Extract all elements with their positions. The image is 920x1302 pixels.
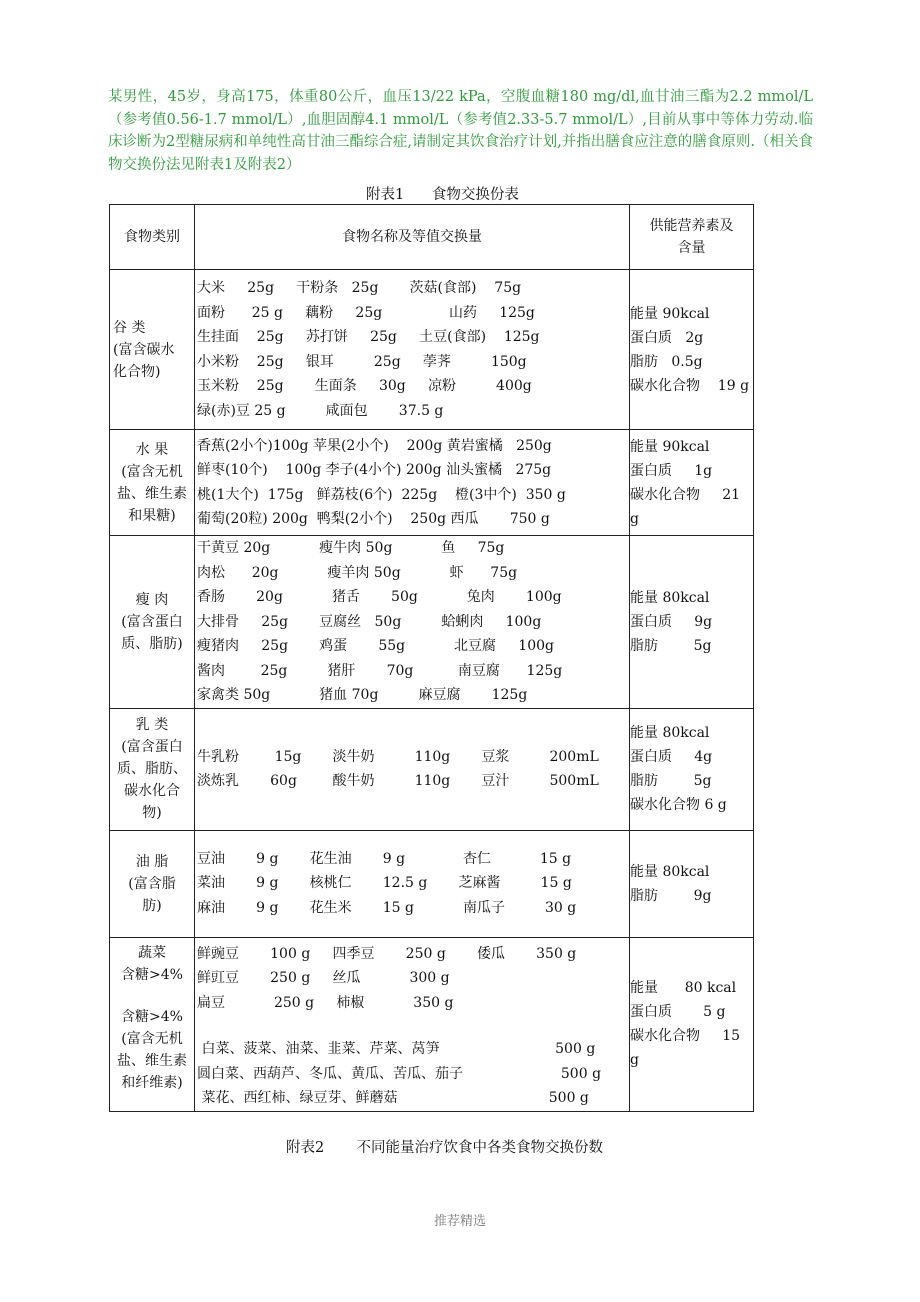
- category-line: 质、脂肪、: [117, 761, 187, 777]
- category-line: 含糖>4%: [121, 966, 183, 983]
- nutrients-cell: [630, 270, 754, 430]
- food-line: 白菜、菠菜、油菜、韭菜、芹菜、莴笋 500 g: [197, 1041, 596, 1057]
- table-row: [110, 830, 754, 937]
- foods-cell: [195, 708, 630, 830]
- foods-cell: [195, 536, 630, 709]
- header-nutrients: [630, 205, 754, 270]
- food-line: 葡萄(20粒) 200g 鸭梨(2小个) 250g 西瓜 750 g: [197, 511, 550, 527]
- food-line: 牛乳粉 15g 淡牛奶 110g 豆浆 200mL: [197, 748, 599, 765]
- food-line: 麻油 9 g 花生米 15 g 南瓜子 30 g: [197, 899, 577, 916]
- food-line: 菜油 9 g 核桃仁 12.5 g 芝麻酱 15 g: [197, 875, 572, 892]
- table-header-row: [110, 205, 754, 270]
- category-line: 谷 类: [113, 319, 146, 336]
- category-line: 盐、维生素: [117, 485, 187, 502]
- category-line: 物): [142, 805, 162, 821]
- category-cell: [110, 830, 195, 937]
- table2-caption: 附表2 不同能量治疗饮食中各类食物交换份数: [286, 1140, 603, 1156]
- category-line: 碳水化合: [124, 783, 180, 799]
- nutrient-line: 脂肪 5g: [630, 637, 712, 654]
- nutrient-line: 碳水化合物 6 g: [630, 797, 727, 813]
- food-line: 酱肉 25g 猪肝 70g 南豆腐 125g: [197, 662, 563, 679]
- table-row: [110, 536, 754, 709]
- category-line: 盐、维生素: [117, 1052, 187, 1069]
- nutrients-cell: [630, 536, 754, 709]
- category-spacer: [111, 986, 193, 1006]
- food-line: 绿(赤)豆 25 g 咸面包 37.5 g: [197, 402, 444, 419]
- nutrient-line: 蛋白质 4g: [630, 749, 713, 765]
- category-line: 蔬菜: [138, 944, 166, 961]
- category-line: 乳 类: [135, 717, 169, 733]
- food-line: 家禽类 50g 猪血 70g 麻豆腐 125g: [197, 687, 528, 703]
- category-line: 和纤维素): [121, 1074, 183, 1091]
- category-line: (富含蛋白: [121, 613, 183, 630]
- food-line: 瘦猪肉 25g 鸡蛋 55g 北豆腐 100g: [197, 638, 554, 654]
- food-line: 香蕉(2小个)100g 苹果(2小个) 200g 黄岩蜜橘 250g: [197, 437, 552, 454]
- nutrient-line: 能量 90kcal: [630, 305, 710, 322]
- table-row: [110, 708, 754, 830]
- table-row: [110, 430, 754, 536]
- header-nutrients-line2: 含量: [677, 240, 706, 256]
- nutrient-line: 蛋白质 9g: [630, 613, 713, 630]
- foods-cell: [195, 430, 630, 536]
- food-line: 干黄豆 20g 瘦牛肉 50g 鱼 75g: [197, 540, 505, 556]
- table-row: [110, 270, 754, 430]
- food-line: 鲜豇豆 250 g 丝瓜 300 g: [197, 970, 450, 986]
- category-line: 瘦 肉: [135, 591, 169, 608]
- food-line: 扁豆 250 g 柿椒 350 g: [197, 994, 454, 1011]
- food-line: 小米粉 25g 银耳 25g 荸荠 150g: [197, 353, 527, 370]
- header-foods: 食物名称及等值交换量: [195, 205, 630, 270]
- category-cell: [110, 536, 195, 709]
- food-line: 玉米粉 25g 生面条 30g 凉粉 400g: [197, 378, 532, 394]
- nutrient-line: 蛋白质 1g: [630, 462, 713, 479]
- intro-paragraph: 某男性，45岁，身高175，体重80公斤，血压13/22 kPa，空腹血糖180 mg/dl,血甘油三酯为2.2 mmol/L（参考值0.56-1.7 mmol/L）,血胆固醇4.1 mmol/L（参考值2.33-5.7 mmol/L）,目前从事中等体力劳动.临床诊断为2型糖尿病和单纯性高甘油三酯综合症,请制定其饮食治疗计划,并指出膳食应注意的膳食原则.（相关食物交换份法见附表1及附表2）: [108, 89, 813, 173]
- category-cell: [110, 937, 195, 1111]
- category-cell: [110, 708, 195, 830]
- food-line: 大排骨 25g 豆腐丝 50g 蛤蜊肉 100g: [197, 613, 542, 630]
- nutrients-cell: [630, 937, 754, 1111]
- header-nutrients-line1: 供能营养素及: [649, 218, 734, 234]
- category-line: (富含脂: [128, 875, 176, 892]
- nutrients-cell: [630, 830, 754, 937]
- nutrient-line: 碳水化合物 21 g: [630, 486, 745, 527]
- nutrients-cell: [630, 708, 754, 830]
- food-line: 桃(1大个) 175g 鲜荔枝(6个) 225g 橙(3中个) 350 g: [197, 486, 566, 503]
- food-line: 豆油 9 g 花生油 9 g 杏仁 15 g: [197, 850, 572, 867]
- nutrient-line: 蛋白质 2g: [630, 329, 704, 346]
- nutrient-line: 脂肪 0.5g: [630, 353, 703, 370]
- foods-cell: [195, 830, 630, 937]
- table-row: [110, 937, 754, 1111]
- nutrient-line: 脂肪 5g: [630, 773, 712, 789]
- foods-cell: [195, 270, 630, 430]
- category-line: 油 脂: [135, 853, 169, 870]
- category-line: 肪): [142, 897, 162, 914]
- foods-cell: [195, 937, 630, 1111]
- nutrients-cell: [630, 430, 754, 536]
- food-line: 菜花、西红柿、绿豆芽、鲜蘑菇 500 g: [197, 1090, 589, 1106]
- food-line: 淡炼乳 60g 酸牛奶 110g 豆汁 500mL: [197, 773, 599, 789]
- food-line: 鲜枣(10个) 100g 李子(4小个) 200g 汕头蜜橘 275g: [197, 462, 552, 478]
- category-line: (富含无机: [121, 463, 183, 480]
- nutrient-line: 能量 80kcal: [630, 863, 710, 880]
- category-line: 质、脂肪): [121, 635, 183, 652]
- category-line: 水 果: [135, 441, 169, 458]
- foods-spacer: [195, 1015, 629, 1037]
- category-line: 含糖>4%: [121, 1008, 183, 1025]
- food-line: 大米 25g 干粉条 25g 茨菇(食部) 75g: [197, 280, 522, 296]
- nutrient-line: 脂肪 9g: [630, 887, 712, 904]
- nutrient-line: 能量 80kcal: [630, 589, 710, 606]
- category-line: (富含蛋白: [121, 739, 183, 755]
- nutrient-line: 能量 80 kcal: [630, 980, 737, 996]
- header-category: 食物类别: [110, 205, 195, 270]
- nutrient-line: 能量 80kcal: [630, 725, 710, 741]
- table1-caption: 附表1 食物交换份表: [366, 187, 519, 203]
- category-line: (富含无机: [121, 1030, 183, 1047]
- category-cell: [110, 270, 195, 430]
- food-line: 鲜豌豆 100 g 四季豆 250 g 倭瓜 350 g: [197, 945, 577, 962]
- food-exchange-table: [109, 204, 754, 1112]
- category-cell: [110, 430, 195, 536]
- category-line: 和果糖): [128, 507, 176, 524]
- page-footer: 推荐精选: [433, 1214, 486, 1229]
- category-line: (富含碳水: [113, 341, 175, 358]
- nutrient-line: 碳水化合物 15 g: [630, 1028, 745, 1068]
- food-line: 肉松 20g 瘦羊肉 50g 虾 75g: [197, 564, 518, 581]
- food-line: 圆白菜、西葫芦、冬瓜、黄瓜、苦瓜、茄子 500 g: [197, 1065, 602, 1082]
- food-line: 香肠 20g 猪舌 50g 兔肉 100g: [197, 589, 562, 605]
- category-line: 化合物): [113, 363, 161, 380]
- nutrient-line: 能量 90kcal: [630, 438, 710, 455]
- food-line: 面粉 25 g 藕粉 25g 山药 125g: [197, 304, 535, 321]
- nutrient-line: 碳水化合物 19 g: [630, 377, 750, 394]
- food-line: 生挂面 25g 苏打饼 25g 土豆(食部) 125g: [197, 329, 540, 345]
- nutrient-line: 蛋白质 5 g: [630, 1004, 726, 1020]
